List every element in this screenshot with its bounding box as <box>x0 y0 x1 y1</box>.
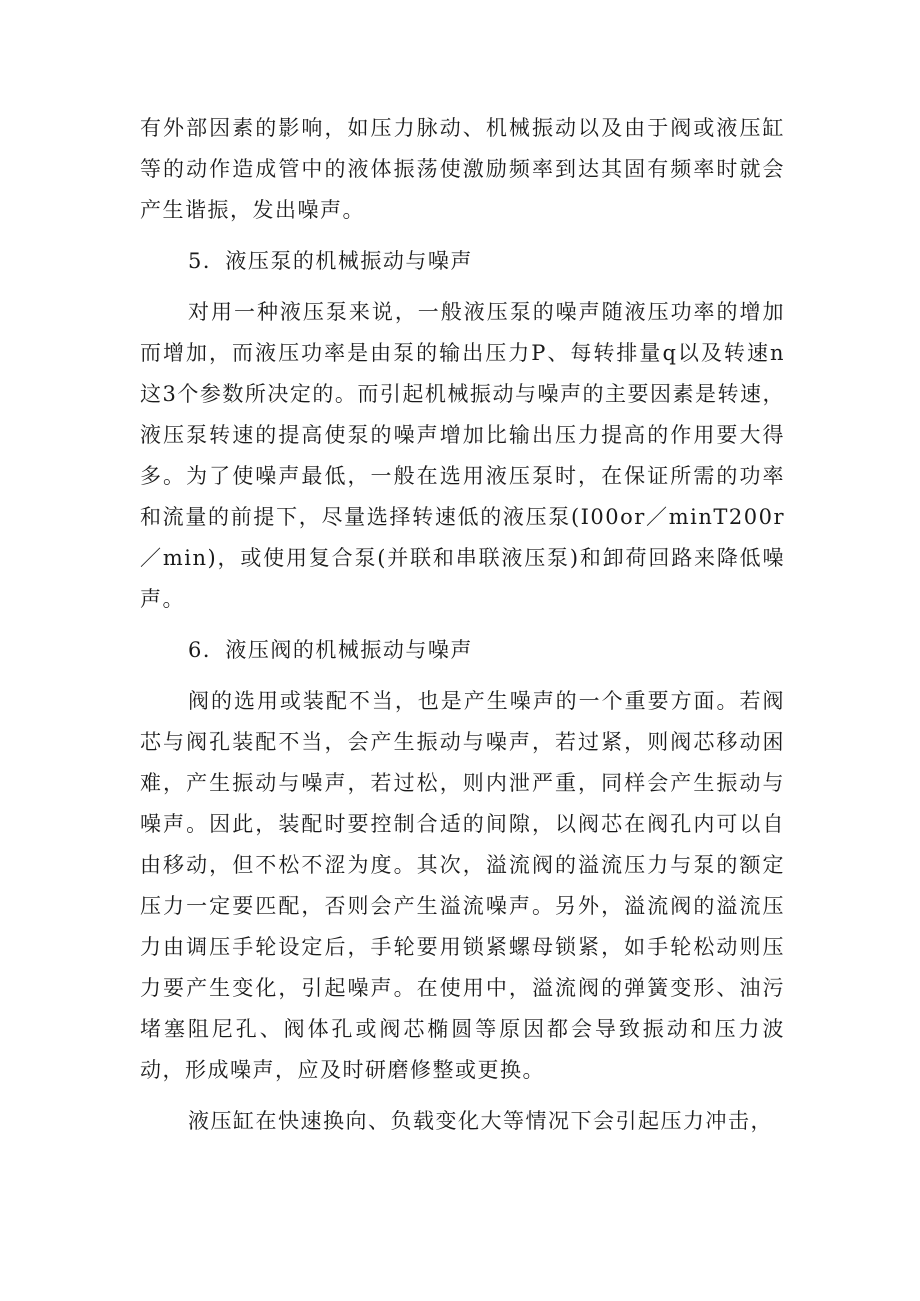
paragraph-continuation: 有外部因素的影响，如压力脉动、机械振动以及由于阀或液压缸等的动作造成管中的液体振荡使激励频率到达其固有频率时就会产生谐振，发出噪声。 <box>140 116 785 222</box>
paragraph-valve-noise: 阀的选用或装配不当，也是产生噪声的一个重要方面。若阀芯与阀孔装配不当，会产生振动与噪声，若过紧，则阀芯移动困难，产生振动与噪声，若过松，则内泄严重，同样会产生振动与噪声。因此，装配时要控制合适的间隙，以阀芯在阀孔内可以自由移动，但不松不涩为度。其次，溢流阀的溢流压力与泵的额定压力一定要匹配，否则会产生溢流噪声。另外，溢流阀的溢流压力由调压手轮设定后，手轮要用锁紧螺母锁紧，如手轮松动则压力要产生变化，引起噪声。在使用中，溢流阀的弹簧变形、油污堵塞阻尼孔、阀体孔或阀芯椭圆等原因都会导致振动和压力波动，形成噪声，应及时研磨修整或更换。 <box>140 689 785 1082</box>
paragraph-pump-noise: 对用一种液压泵来说，一般液压泵的噪声随液压功率的增加而增加，而液压功率是由泵的输出压力P、每转排量q以及转速n这3个参数所决定的。而引起机械振动与噪声的主要因素是转速，液压泵转速的提高使泵的噪声增加比输出压力提高的作用要大得多。为了使噪声最低，一般在选用液压泵时，在保证所需的功率和流量的前提下，尽量选择转速低的液压泵(I00or／minT200r／min)，或使用复合泵(并联和串联液压泵)和卸荷回路来降低噪声。 <box>140 300 785 611</box>
section-heading-pump: 5．液压泵的机械振动与噪声 <box>188 249 473 273</box>
paragraph-cylinder: 液压缸在快速换向、负载变化大等情况下会引起压力冲击， <box>188 1109 773 1133</box>
section-heading-valve: 6．液压阀的机械振动与噪声 <box>188 638 473 662</box>
document-body <box>140 108 785 1152</box>
